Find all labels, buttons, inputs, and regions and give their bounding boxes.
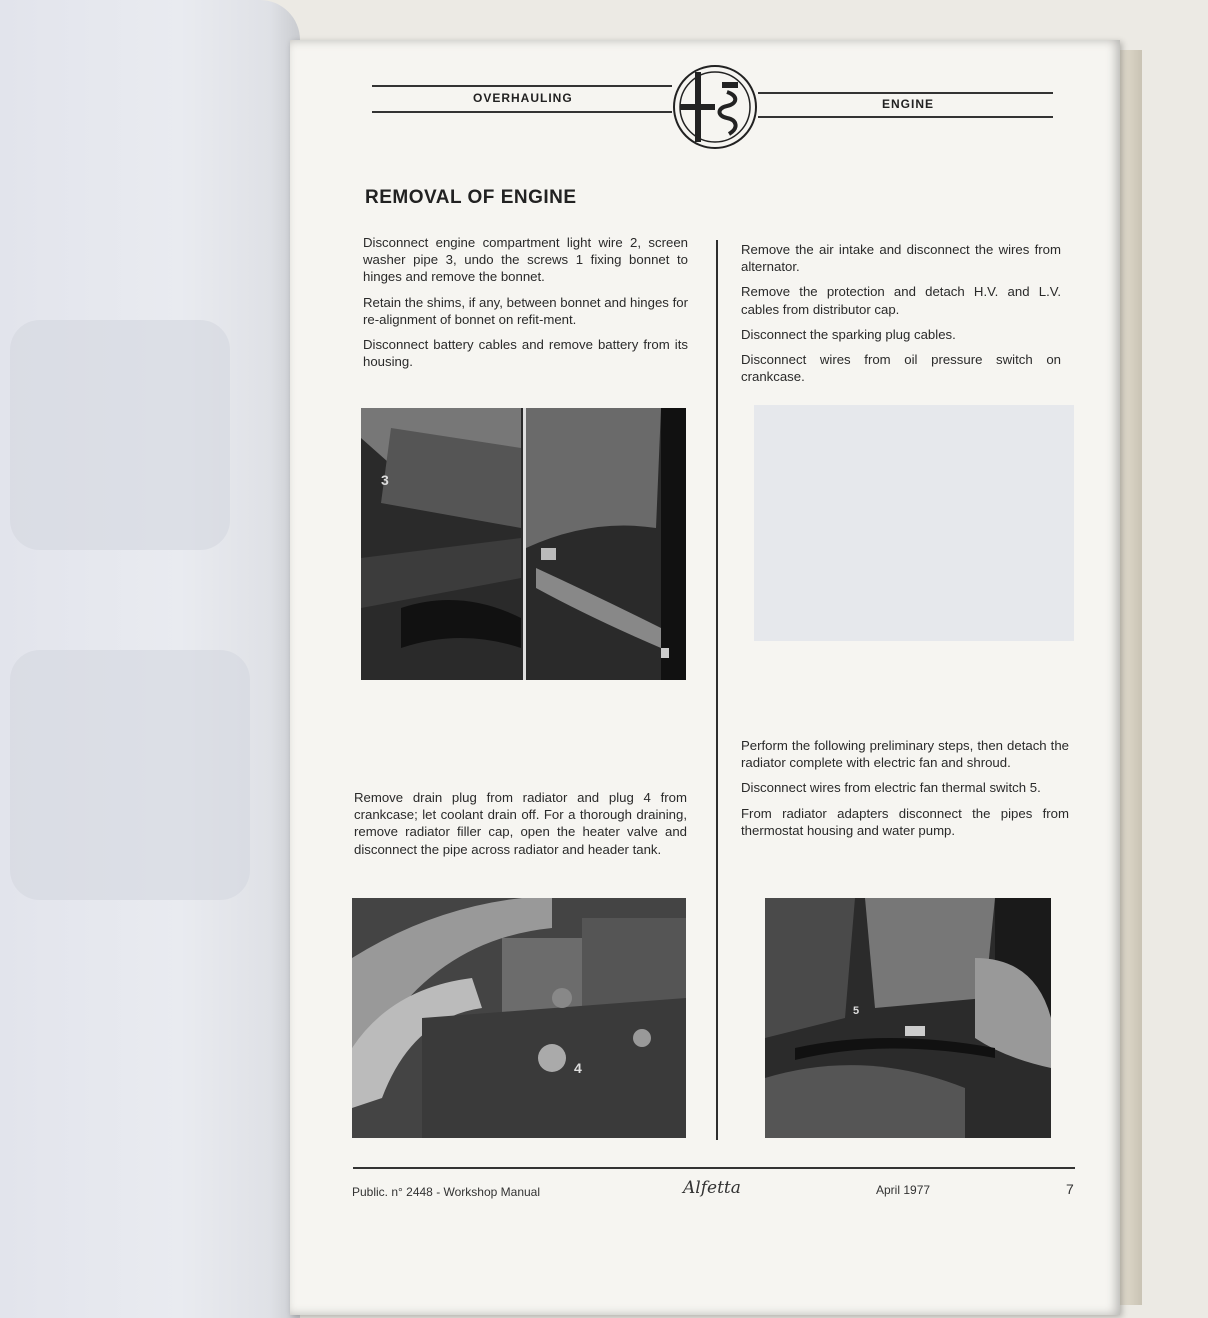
- left-top-text: [363, 234, 688, 378]
- header-rule: [372, 111, 672, 113]
- callout-label: 3: [381, 472, 389, 488]
- bleed-through-image: [10, 320, 230, 550]
- paragraph: Disconnect battery cables and remove battery from its housing.: [363, 337, 688, 370]
- paragraph: From radiator adapters disconnect the pipes from thermostat housing and water pump.: [741, 805, 1069, 838]
- header-section-right: ENGINE: [882, 97, 935, 111]
- footer-rule: [353, 1167, 1075, 1169]
- paragraph: Remove the protection and detach H.V. and L.V. cables from distributor cap.: [741, 284, 1061, 317]
- drain-plug-photo: [352, 898, 686, 1138]
- paragraph: Disconnect wires from oil pressure switch on crankcase.: [741, 352, 1061, 385]
- bonnet-photo: [361, 408, 686, 680]
- callout-label: 4: [574, 1060, 582, 1076]
- left-bottom-text: [354, 789, 687, 866]
- paragraph: Disconnect the sparking plug cables.: [741, 326, 956, 342]
- paragraph: Remove the air intake and disconnect the wires from alternator.: [741, 242, 1061, 275]
- page-title: REMOVAL OF ENGINE: [365, 187, 577, 208]
- bleed-through-image: [10, 650, 250, 900]
- header-section-left: OVERHAULING: [473, 91, 573, 105]
- right-top-text: [741, 241, 1061, 393]
- publication-info: Public. n° 2448 - Workshop Manual: [352, 1185, 541, 1199]
- image-placeholder: [754, 405, 1074, 641]
- paragraph: Remove drain plug from radiator and plug 4 from crankcase; let coolant drain off. For a thorough draining, remove radiator filler cap, open the heater valve and disconnect the pipe across radiator and header tank.: [354, 790, 687, 857]
- radiator-photo: [765, 898, 1051, 1138]
- paragraph: Disconnect engine compartment light wire 2, screen washer pipe 3, undo the screws 1 fixing bonnet to hinges and remove the bonnet.: [363, 235, 688, 285]
- paragraph: Perform the following preliminary steps, then detach the radiator complete with electric fan and shroud.: [741, 738, 1069, 771]
- column-divider: [716, 240, 718, 1140]
- header-rule: [758, 116, 1053, 118]
- callout-label: 5: [853, 1005, 860, 1017]
- paragraph: Retain the shims, if any, between bonnet and hinges for re-alignment of bonnet on refit-ment.: [363, 294, 688, 327]
- left-page: [0, 0, 300, 1318]
- publication-date: April 1977: [876, 1183, 931, 1197]
- alfa-romeo-emblem-icon: [672, 64, 758, 150]
- right-bottom-text: [741, 737, 1069, 847]
- page-number: 7: [1066, 1181, 1074, 1197]
- header-rule: [372, 85, 672, 87]
- paragraph: Disconnect wires from electric fan thermal switch 5.: [741, 780, 1041, 796]
- header-rule: [758, 92, 1053, 94]
- brand-signature: Alfetta: [683, 1178, 741, 1198]
